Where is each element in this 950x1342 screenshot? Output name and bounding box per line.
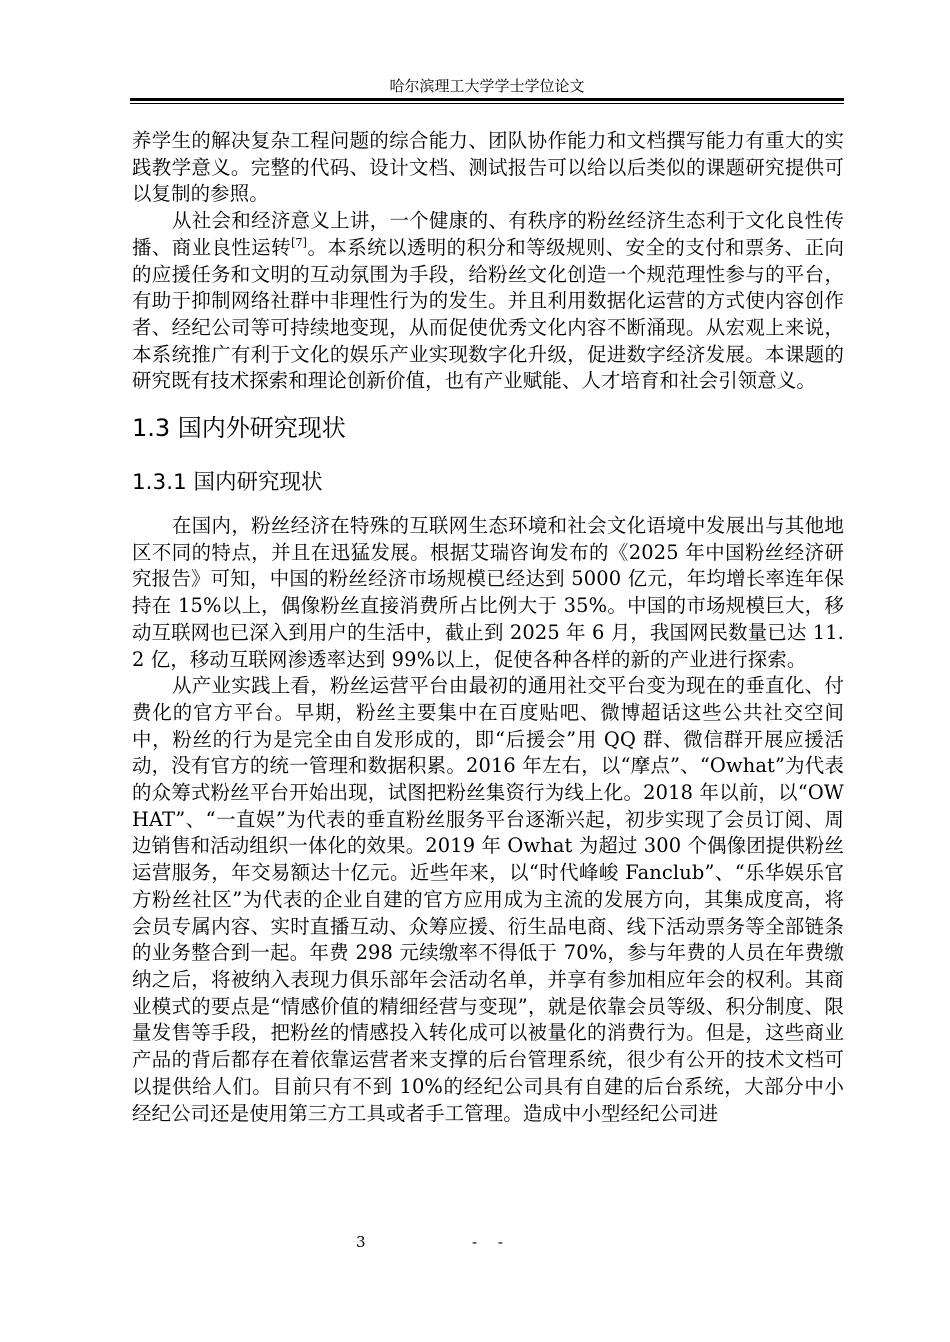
paragraph-industry-practice: 从产业实践上看，粉丝运营平台由最初的通用社交平台变为现在的垂直化、付费化的官方平台。早期，粉丝主要集中在百度贴吧、微博超话这些公共社交空间中，粉丝的行为是完全由自发形成的，即“后援会”用 QQ 群、微信群开展应援活动，没有官方的统一管理和数据积累。2016 年左右，以“摩点”、“Owhat”为代表的众筹式粉丝平台开始出现，试图把粉丝集资行为线上化。2018 年以前，以“OWHAT”、“一直娱”为代表的垂直粉丝服务平台逐渐兴起，初步实现了会员订阅、周边销售和活动组织一体化的效果。2019 年 Owhat 为超过 300 个偶像团提供粉丝运营服务，年交易额达十亿元。近些年来，以“时代峰峻 Fanclub”、“乐华娱乐官方粉丝社区”为代表的企业自建的官方应用成为主流的发展方向，其集成度高，将会员专属内容、实时直播互动、众筹应援、衍生品电商、线下活动票务等全部链条的业务整合到一起。年费 298 元续缴率不得低于 70%，参与年费的人员在年费缴纳之后，将被纳入表现力俱乐部年会活动名单，并享有参加相应年会的权利。其商业模式的要点是“情感价值的精细经营与变现”，就是依靠会员等级、积分制度、限量发售等手段，把粉丝的情感投入转化成可以被量化的消费行为。但是，这些商业产品的背后都存在着依靠运营者来支撑的后台管理系统，很少有公开的技术文档可以提供给人们。目前只有不到 10%的经纪公司具有自建的后台系统，大部分中小经纪公司还是使用第三方工具或者手工管理。造成中小型经纪公司进: [132, 674, 844, 1125]
page-content: [132, 128, 844, 1127]
page-number: 3: [356, 1233, 366, 1251]
section-heading: 1.3 国内外研究现状: [132, 414, 346, 443]
paragraph-domestic-market: 在国内，粉丝经济在特殊的互联网生态环境和社会文化语境中发展出与其他地区不同的特点，并且在迅猛发展。根据艾瑞咨询发布的《2025 年中国粉丝经济研究报告》可知，中国的粉丝经济市场规模已经达到 5000 亿元，年均增长率连年保持在 15%以上，偶像粉丝直接消费所占比例大于 35%。中国的市场规模巨大，移动互联网也已深入到用户的生活中，截止到 2025 年 6 月，我国网民数量已达 11.2 亿，移动互联网渗透率达到 99%以上，促使各种各样的新的产业进行探索。: [132, 514, 844, 671]
paragraph-text: 。本系统以透明的积分和等级规则、安全的支付和票务、正向的应援任务和文明的互动氛围为手段，给粉丝文化创造一个规范理性参与的平台，有助于抑制网络社群中非理性行为的发生。并且利用数据化运营的方式使内容创作者、经纪公司等可持续地变现，从而促使优秀文化内容不断涌现。从宏观上来说，本系统推广有利于文化的娱乐产业实现数字化升级，促进数字经济发展。本课题的研究既有技术探索和理论创新价值，也有产业赋能、人才培育和社会引领意义。: [132, 235, 844, 393]
footer-dashes: - -: [472, 1233, 511, 1251]
paragraph-text: 从社会和经济意义上讲，一个健康的、有秩序的粉丝经济生态利于文化良性传播、商业良性运转: [132, 209, 844, 259]
citation-ref: [7]: [291, 235, 308, 249]
running-header: 哈尔滨理工大学学士学位论文: [389, 77, 585, 95]
header-rule-thin: [130, 103, 844, 104]
subsection-heading: 1.3.1 国内研究现状: [132, 470, 323, 496]
paragraph-continuation: 养学生的解决复杂工程问题的综合能力、团队协作能力和文档撰写能力有重大的实践教学意义。完整的代码、设计文档、测试报告可以给以后类似的课题研究提供可以复制的参照。: [132, 129, 844, 206]
paragraph-social-significance: [132, 208, 844, 395]
header-rule-thick: [130, 98, 844, 101]
